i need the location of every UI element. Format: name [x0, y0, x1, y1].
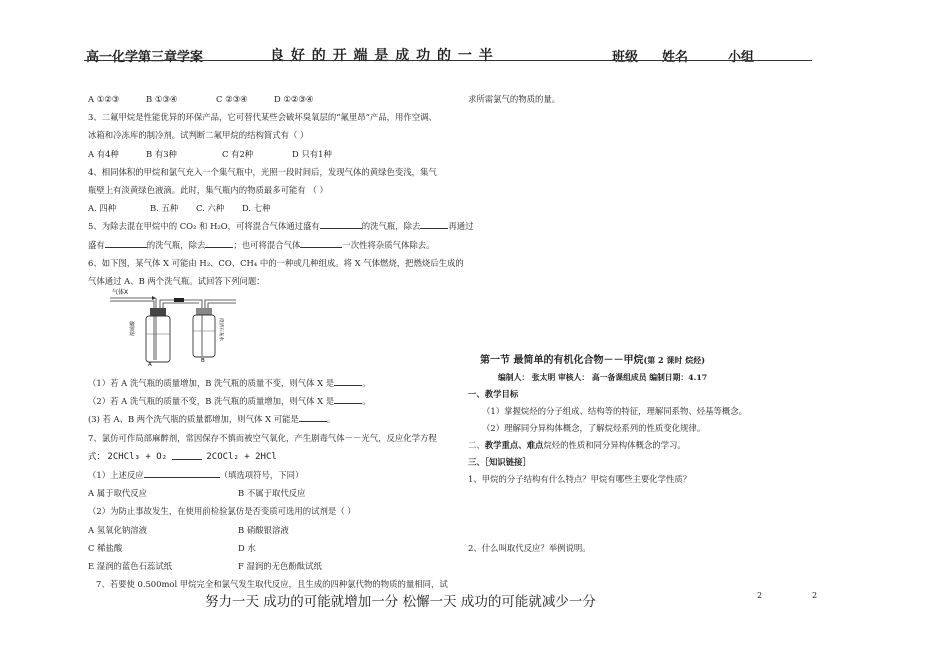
- q6-part2: （2）若 A 洗气瓶的质量不变，B 洗气瓶的质量增加，则气体 X 是 。: [88, 396, 371, 407]
- q4-line2: 瓶壁上有淡黄绿色液滴。此时，集气瓶内的物质最多可能有 （ ）: [88, 184, 328, 195]
- section-objectives: 一、教学目标: [468, 389, 519, 399]
- q5-line1: 5、为除去混在甲烷中的 CO₂ 和 H₂O，可将混合气体通过盛有 的洗气瓶，除去 再通过: [88, 221, 474, 232]
- lesson-title: 第一节 最简单的有机化合物－－甲烷(第 2 课时 烷烃): [480, 355, 705, 366]
- page-number-left: 2: [757, 591, 763, 600]
- option-d: D. 七种: [242, 203, 271, 214]
- review-question-1: 1、甲烷的分子结构有什么特点？甲烷有哪些主要化学性质？: [468, 474, 692, 484]
- header-motto: 良 好 的 开 端 是 成 功 的 一 半: [270, 48, 494, 64]
- q7-part1: （1）上述反应 （填选项符号，下同）: [88, 470, 304, 481]
- bottle-a: [129, 308, 170, 362]
- option-a: A. 四种: [88, 203, 117, 214]
- options-q7-2-row2: [88, 539, 448, 557]
- header-rule: [84, 60, 812, 61]
- option-a: A 有4种: [88, 148, 119, 159]
- bottle-b-label: B: [201, 358, 205, 364]
- section-key-points: 二、教学重点、难点烷烃的性质和同分异构体概念的学习。: [468, 440, 686, 450]
- apparatus-figure: [108, 286, 238, 368]
- q8-line1: 7、若要使 0.500mol 甲烷完全和氯气发生取代反应，且生成的四种氯代物的物质的量相同，试: [96, 579, 448, 590]
- q6-line1: 6、如下图，某气体 X 可能由 H₂、CO、CH₄ 中的一种或几种组成。将 X 气体燃烧，把燃烧后生成的: [88, 257, 464, 268]
- q3-line2: 冰箱和冷冻库的制冷剂。试判断二氟甲烷的结构简式有（ ）: [88, 130, 309, 141]
- lesson-authors: 编制人： 张太明 审核人： 高一备课组成员 编制日期：4.17: [498, 373, 708, 382]
- q6-part1: （1）若 A 洗气瓶的质量增加，B 洗气瓶的质量不变，则气体 X 是 。: [88, 378, 371, 388]
- bottle-a-reagent: 浓硫酸: [130, 320, 136, 336]
- equation-arrow: [172, 453, 202, 460]
- option-d: D ①②③④: [274, 94, 314, 104]
- objective-2: （2）理解同分异构体概念，了解烷烃系列的性质变化规律。: [482, 423, 706, 433]
- left-column-top: [88, 90, 474, 290]
- q7-equation-line: 式： 2CHCl₃ + O₂ 2COCl₂ + 2HCl: [88, 450, 277, 462]
- option-b: B 硝酸银溶液: [238, 524, 289, 535]
- option-a: A 氢氧化钠溶液: [88, 524, 147, 535]
- header-course: 高一化学第三章学案: [86, 50, 204, 65]
- section-knowledge-link: 三、［知识链接］: [468, 457, 531, 467]
- option-d: D 水: [238, 542, 256, 553]
- q8-continuation: 求所需氯气的物质的量。: [468, 94, 561, 104]
- bottle-b: [193, 308, 225, 357]
- bottle-b-reagent: 澄清石灰水: [218, 318, 223, 341]
- option-b: B 不属于取代反应: [238, 488, 306, 499]
- option-e: E 湿润的蓝色石蕊试纸: [88, 560, 173, 571]
- bottle-a-label: A: [148, 362, 152, 368]
- q7-part2: （2）为防止事故发生，在使用前检验氯仿是否变质可选用的试剂是（ ）: [88, 506, 356, 517]
- options-q4: [88, 199, 448, 217]
- q5-line2: 盛有 的洗气瓶，除去 ；也可将混合气体 一次性将杂质气体除去。: [88, 239, 435, 250]
- rubber-connector: [174, 298, 184, 302]
- page-number-right: 2: [812, 591, 818, 600]
- options-q7-2-row3: [88, 557, 448, 575]
- option-c: C. 六种: [196, 203, 225, 214]
- option-b: B. 五种: [150, 203, 179, 214]
- footer-motto: 努力一天 成功的可能就增加一分 松懈一天 成功的可能就减少一分: [205, 594, 596, 610]
- option-c: C ②③④: [216, 94, 248, 104]
- q3-line1: 3、二氟甲烷是性能优异的环保产品，它可替代某些会破坏臭氧层的“氟里昂”产品，用作空调、: [88, 112, 437, 123]
- option-d: D 只有1种: [292, 148, 332, 159]
- right-column: [468, 90, 808, 108]
- option-c: C 有2种: [222, 148, 254, 159]
- options-q7-2-row1: [88, 521, 448, 539]
- header-class-label: 班级: [612, 50, 639, 65]
- option-b: B ①③④: [146, 94, 178, 104]
- option-a: A ①②③: [88, 94, 120, 104]
- left-column-bottom: [88, 374, 448, 593]
- header-name-label: 姓名: [662, 50, 689, 65]
- header-group-label: 小组: [728, 50, 755, 65]
- equation-products: 2COCl₂ + 2HCl: [206, 451, 277, 462]
- q7-line1: 7、氯仿可作局部麻醉剂，常因保存不慎而被空气氧化，产生剧毒气体－－光气，反应化学方程: [88, 432, 437, 443]
- review-question-2: 2、什么叫取代反应？举例说明。: [468, 543, 591, 553]
- objective-1: （1）掌握烷烃的分子组成、结构等的特征，理解同系物、烃基等概念。: [482, 406, 747, 416]
- option-b: B 有3种: [146, 148, 177, 159]
- option-f: F 湿润的无色酚酞试纸: [238, 560, 322, 571]
- equation-reactants: 2CHCl₃ + O₂: [107, 451, 168, 462]
- gas-x-label: 气体X: [112, 289, 129, 296]
- q4-line1: 4、相同体积的甲烷和氯气充入一个集气瓶中，光照一段时间后，发现气体的黄绿色变浅，集气: [88, 166, 437, 177]
- option-a: A 属于取代反应: [88, 488, 147, 499]
- options-q2: [88, 90, 448, 108]
- options-q3: [88, 145, 448, 163]
- q6-line2: 气体通过 A、B 两个洗气瓶。试回答下列问题：: [88, 275, 265, 286]
- q6-part3: (3) 若 A、B 两个洗气瓶的质量都增加，则气体 X 可能是 。: [88, 414, 336, 425]
- option-c: C 稀盐酸: [88, 542, 123, 553]
- options-q7-1: [88, 484, 448, 502]
- lesson-plan: [468, 352, 810, 557]
